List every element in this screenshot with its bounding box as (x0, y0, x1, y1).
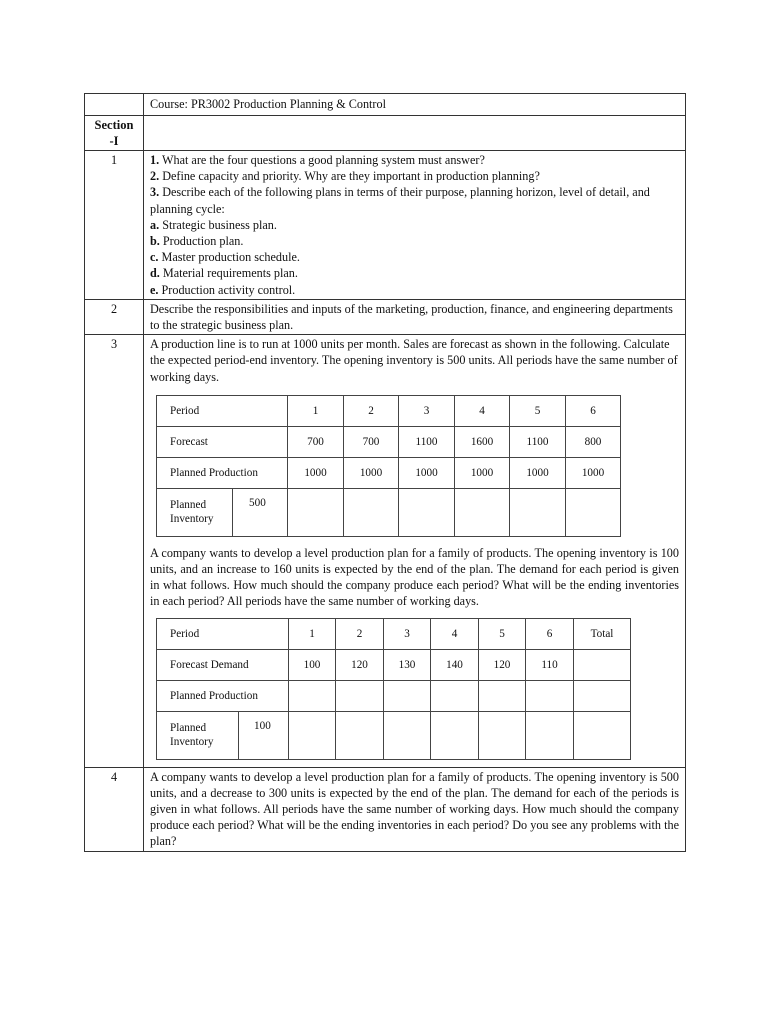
table-cell: 1000 (399, 457, 455, 488)
row-header (157, 488, 233, 536)
q1-part-e (150, 282, 679, 298)
table-cell (399, 488, 455, 536)
table-cell: 1000 (288, 457, 344, 488)
table-cell: 700 (344, 426, 399, 457)
table-cell: 3 (384, 618, 431, 649)
assignment-sheet (84, 93, 686, 852)
section-empty-cell (144, 116, 686, 151)
table-cell: 2 (336, 618, 384, 649)
inventory-label-line1: Planned (170, 722, 207, 735)
table-cell (566, 488, 621, 536)
table-cell: 1100 (510, 426, 566, 457)
table-cell: 120 (336, 649, 384, 680)
table-cell: 3 (399, 395, 455, 426)
q1-part-d-text: Material requirements plan. (159, 266, 298, 281)
table-cell (574, 711, 631, 759)
table-cell (574, 649, 631, 680)
table-cell (384, 680, 431, 711)
table-cell: 800 (566, 426, 621, 457)
total-header: Total (574, 618, 631, 649)
table-cell: 6 (566, 395, 621, 426)
course-title: Course: PR3002 Production Planning & Control (144, 94, 686, 116)
inventory-label-line1: Planned (170, 499, 207, 512)
table-cell (431, 711, 479, 759)
q1-part-e-label: e. (150, 282, 159, 297)
table-cell (479, 680, 526, 711)
table-cell: 4 (455, 395, 510, 426)
table-cell (526, 711, 574, 759)
question-number: 2 (85, 299, 144, 334)
q1-part-a-label: a. (150, 217, 160, 232)
question-3-body (144, 335, 686, 767)
q1-part-c-label: c. (150, 250, 159, 265)
table-cell (336, 711, 384, 759)
table-cell (510, 488, 566, 536)
q3-text-a: A production line is to run at 1000 units per month. Sales are forecast as shown in the following. Calculate the expected period-end inventory. The opening inventory is 500 units. All periods have the same number of working days. (150, 337, 678, 384)
q1-part-3 (150, 184, 679, 216)
table-cell: 130 (384, 649, 431, 680)
table-cell: 1000 (344, 457, 399, 488)
table-cell (336, 680, 384, 711)
table-row (157, 680, 631, 711)
course-empty-cell (85, 94, 144, 116)
section-label-line1: Section (94, 118, 134, 132)
table-cell (455, 488, 510, 536)
question-4-text: A company wants to develop a level production plan for a family of products. The opening inventory is 500 units, and a decrease to 300 units is expected by the end of the plan. The demand for each of the periods is given in what follows. All periods have the same number of working days. How much should the company produce each period? What will be the ending inventories in each period? Do you see any problems with the plan? (144, 767, 686, 851)
table-cell: 1000 (566, 457, 621, 488)
q1-part-3-label: 3. (150, 185, 160, 200)
table-cell (526, 680, 574, 711)
question-row-3 (85, 335, 686, 767)
q1-part-e-text: Production activity control. (158, 282, 296, 297)
row-header: Planned Production (157, 680, 289, 711)
table-cell (288, 488, 344, 536)
opening-inventory-cell: 100 (239, 711, 289, 759)
row-header: Period (157, 618, 289, 649)
inventory-label-line2: Inventory (170, 736, 214, 749)
table-cell (479, 711, 526, 759)
q1-part-d (150, 265, 679, 281)
q1-part-a-text: Strategic business plan. (159, 217, 277, 232)
table-cell: 1000 (510, 457, 566, 488)
question-row-2 (85, 299, 686, 334)
table-row (157, 395, 621, 426)
q1-part-2-text: Define capacity and priority. Why are they important in production planning? (159, 169, 540, 184)
q1-part-2-label: 2. (150, 169, 160, 184)
table-cell: 1100 (399, 426, 455, 457)
table-cell (574, 680, 631, 711)
question-2-text: Describe the responsibilities and inputs of the marketing, production, finance, and engineering departments to the strategic business plan. (144, 299, 686, 334)
row-header: Forecast Demand (157, 649, 289, 680)
table-cell: 1 (289, 618, 336, 649)
q1-part-c (150, 249, 679, 265)
table-row (157, 711, 631, 759)
question-number: 4 (85, 767, 144, 851)
q1-part-c-text: Master production schedule. (158, 250, 300, 265)
opening-inventory-cell: 500 (233, 488, 288, 536)
table-cell (384, 711, 431, 759)
question-number: 1 (85, 151, 144, 300)
table-cell: 100 (289, 649, 336, 680)
table-cell (344, 488, 399, 536)
q1-part-1-text: What are the four questions a good planning system must answer? (159, 153, 485, 167)
section-row (85, 116, 686, 151)
q1-part-a (150, 217, 679, 233)
q1-part-b-text: Production plan. (159, 234, 244, 249)
table-cell: 6 (526, 618, 574, 649)
table-cell: 110 (526, 649, 574, 680)
table-cell (289, 711, 336, 759)
table-cell: 2 (344, 395, 399, 426)
table-row (157, 618, 631, 649)
question-1-body (144, 151, 686, 300)
table-row (157, 426, 621, 457)
row-header: Period (157, 395, 288, 426)
inventory-label-line2: Inventory (170, 513, 214, 526)
table-cell: 1000 (455, 457, 510, 488)
q3-text-b: A company wants to develop a level production plan for a family of products. The opening inventory is 100 units, and an increase to 160 units is expected by the end of the plan. The demand for each period is given in what follows. How much should the company produce each period? What will be the ending inventories in each period? All periods have the same number of working days. (150, 545, 679, 609)
q1-part-1 (150, 152, 679, 168)
table-row (157, 457, 621, 488)
inventory-table-b (156, 618, 631, 760)
row-header: Forecast (157, 426, 288, 457)
q1-part-3-text: Describe each of the following plans in terms of their purpose, planning horizon, level of detail, and planning cycle: (150, 185, 650, 216)
q1-part-1-label: 1. (150, 153, 160, 167)
table-cell (431, 680, 479, 711)
q1-part-b (150, 233, 679, 249)
row-header (157, 711, 239, 759)
table-row (157, 488, 621, 536)
table-cell: 1 (288, 395, 344, 426)
table-row (157, 649, 631, 680)
table-cell: 700 (288, 426, 344, 457)
q1-part-b-label: b. (150, 234, 160, 249)
table-cell: 1600 (455, 426, 510, 457)
section-label (85, 116, 144, 151)
course-row (85, 94, 686, 116)
table-cell: 4 (431, 618, 479, 649)
question-number: 3 (85, 335, 144, 767)
table-cell (289, 680, 336, 711)
table-cell: 5 (510, 395, 566, 426)
row-header: Planned Production (157, 457, 288, 488)
inventory-table-a (156, 395, 621, 537)
q1-part-d-label: d. (150, 266, 160, 281)
table-cell: 140 (431, 649, 479, 680)
table-cell: 5 (479, 618, 526, 649)
question-row-1 (85, 151, 686, 300)
question-row-4 (85, 767, 686, 851)
section-label-line2: -I (109, 134, 119, 148)
table-cell: 120 (479, 649, 526, 680)
q1-part-2 (150, 168, 679, 184)
